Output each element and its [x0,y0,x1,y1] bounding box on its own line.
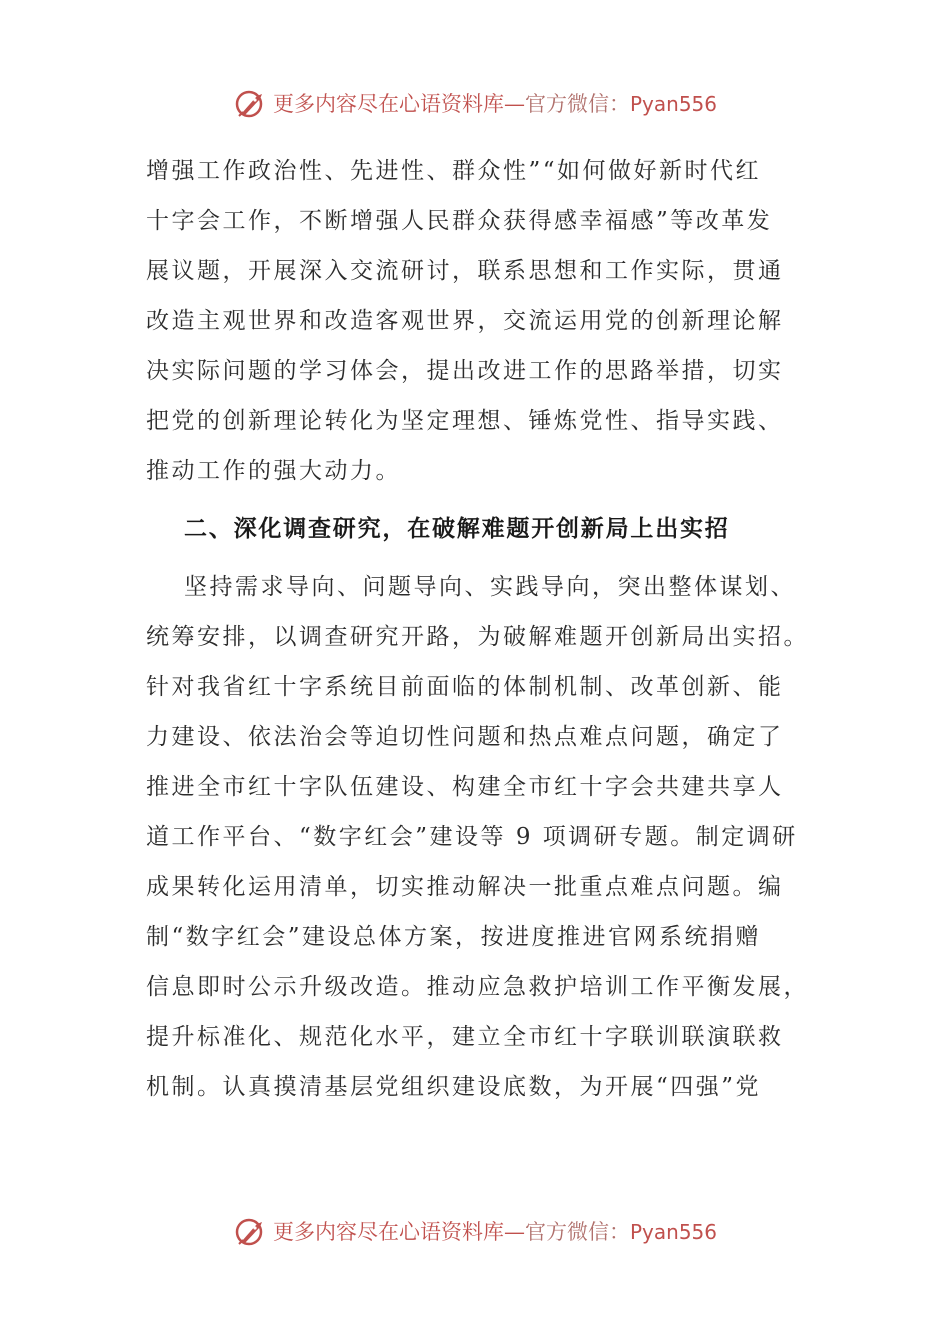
text-line: 信息即时公示升级改造。推动应急救护培训工作平衡发展， [146,974,809,1000]
section-heading: 二、深化调查研究，在破解难题开创新局上出实招 [184,515,730,542]
text-line: 推进全市红十字队伍建设、构建全市红十字会共建共享人 [146,774,784,800]
pen-nib-logo-icon [233,1214,269,1250]
banner-main-text: 更多内容尽在心语资料库 [272,92,504,116]
text-line: 制“数字红会”建设总体方案，按进度推进官网系统捐赠 [146,924,762,950]
text-line: 展议题，开展深入交流研讨，联系思想和工作实际，贯通 [146,258,784,284]
banner-text [273,84,717,124]
text-line: 推动工作的强大动力。 [146,458,401,484]
header-banner [0,84,950,124]
footer-banner [0,1212,950,1252]
text-line: 改造主观世界和改造客观世界，交流运用党的创新理论解 [146,308,784,334]
text-line: 针对我省红十字系统目前面临的体制机制、改革创新、能 [146,674,784,700]
text-line: 成果转化运用清单，切实推动解决一批重点难点问题。编 [146,874,784,900]
banner-wechat-label: 官方微信： [524,1220,630,1244]
text-line: 提升标准化、规范化水平，建立全市红十字联训联演联救 [146,1024,784,1050]
text-line: 力建设、依法治会等迫切性问题和热点难点问题，确定了 [146,724,784,750]
text-line: 增强工作政治性、先进性、群众性”“如何做好新时代红 [146,158,762,184]
text-line: 机制。认真摸清基层党组织建设底数，为开展“四强”党 [146,1074,762,1100]
banner-wechat-id: Pyan556 [629,92,717,116]
text-line: 统筹安排，以调查研究开路，为破解难题开创新局出实招。 [146,624,809,650]
text-line: 决实际问题的学习体会，提出改进工作的思路举措，切实 [146,358,784,384]
banner-dash: — [503,92,525,116]
text-line: 坚持需求导向、问题导向、实践导向，突出整体谋划、 [184,574,796,600]
banner-dash: — [503,1220,525,1244]
banner-main-text: 更多内容尽在心语资料库 [272,1220,504,1244]
banner-wechat-id: Pyan556 [629,1220,717,1244]
banner-text [273,1212,717,1252]
text-line: 十字会工作，不断增强人民群众获得感幸福感”等改革发 [146,208,773,234]
pen-nib-logo-icon [233,86,269,122]
paragraph-1 [146,146,806,496]
document-body [146,146,809,1112]
paragraph-2 [146,562,809,1112]
text-line: 道工作平台、“数字红会”建设等 9 项调研专题。制定调研 [146,824,798,850]
text-line: 把党的创新理论转化为坚定理想、锤炼党性、指导实践、 [146,408,784,434]
banner-wechat-label: 官方微信： [524,92,630,116]
